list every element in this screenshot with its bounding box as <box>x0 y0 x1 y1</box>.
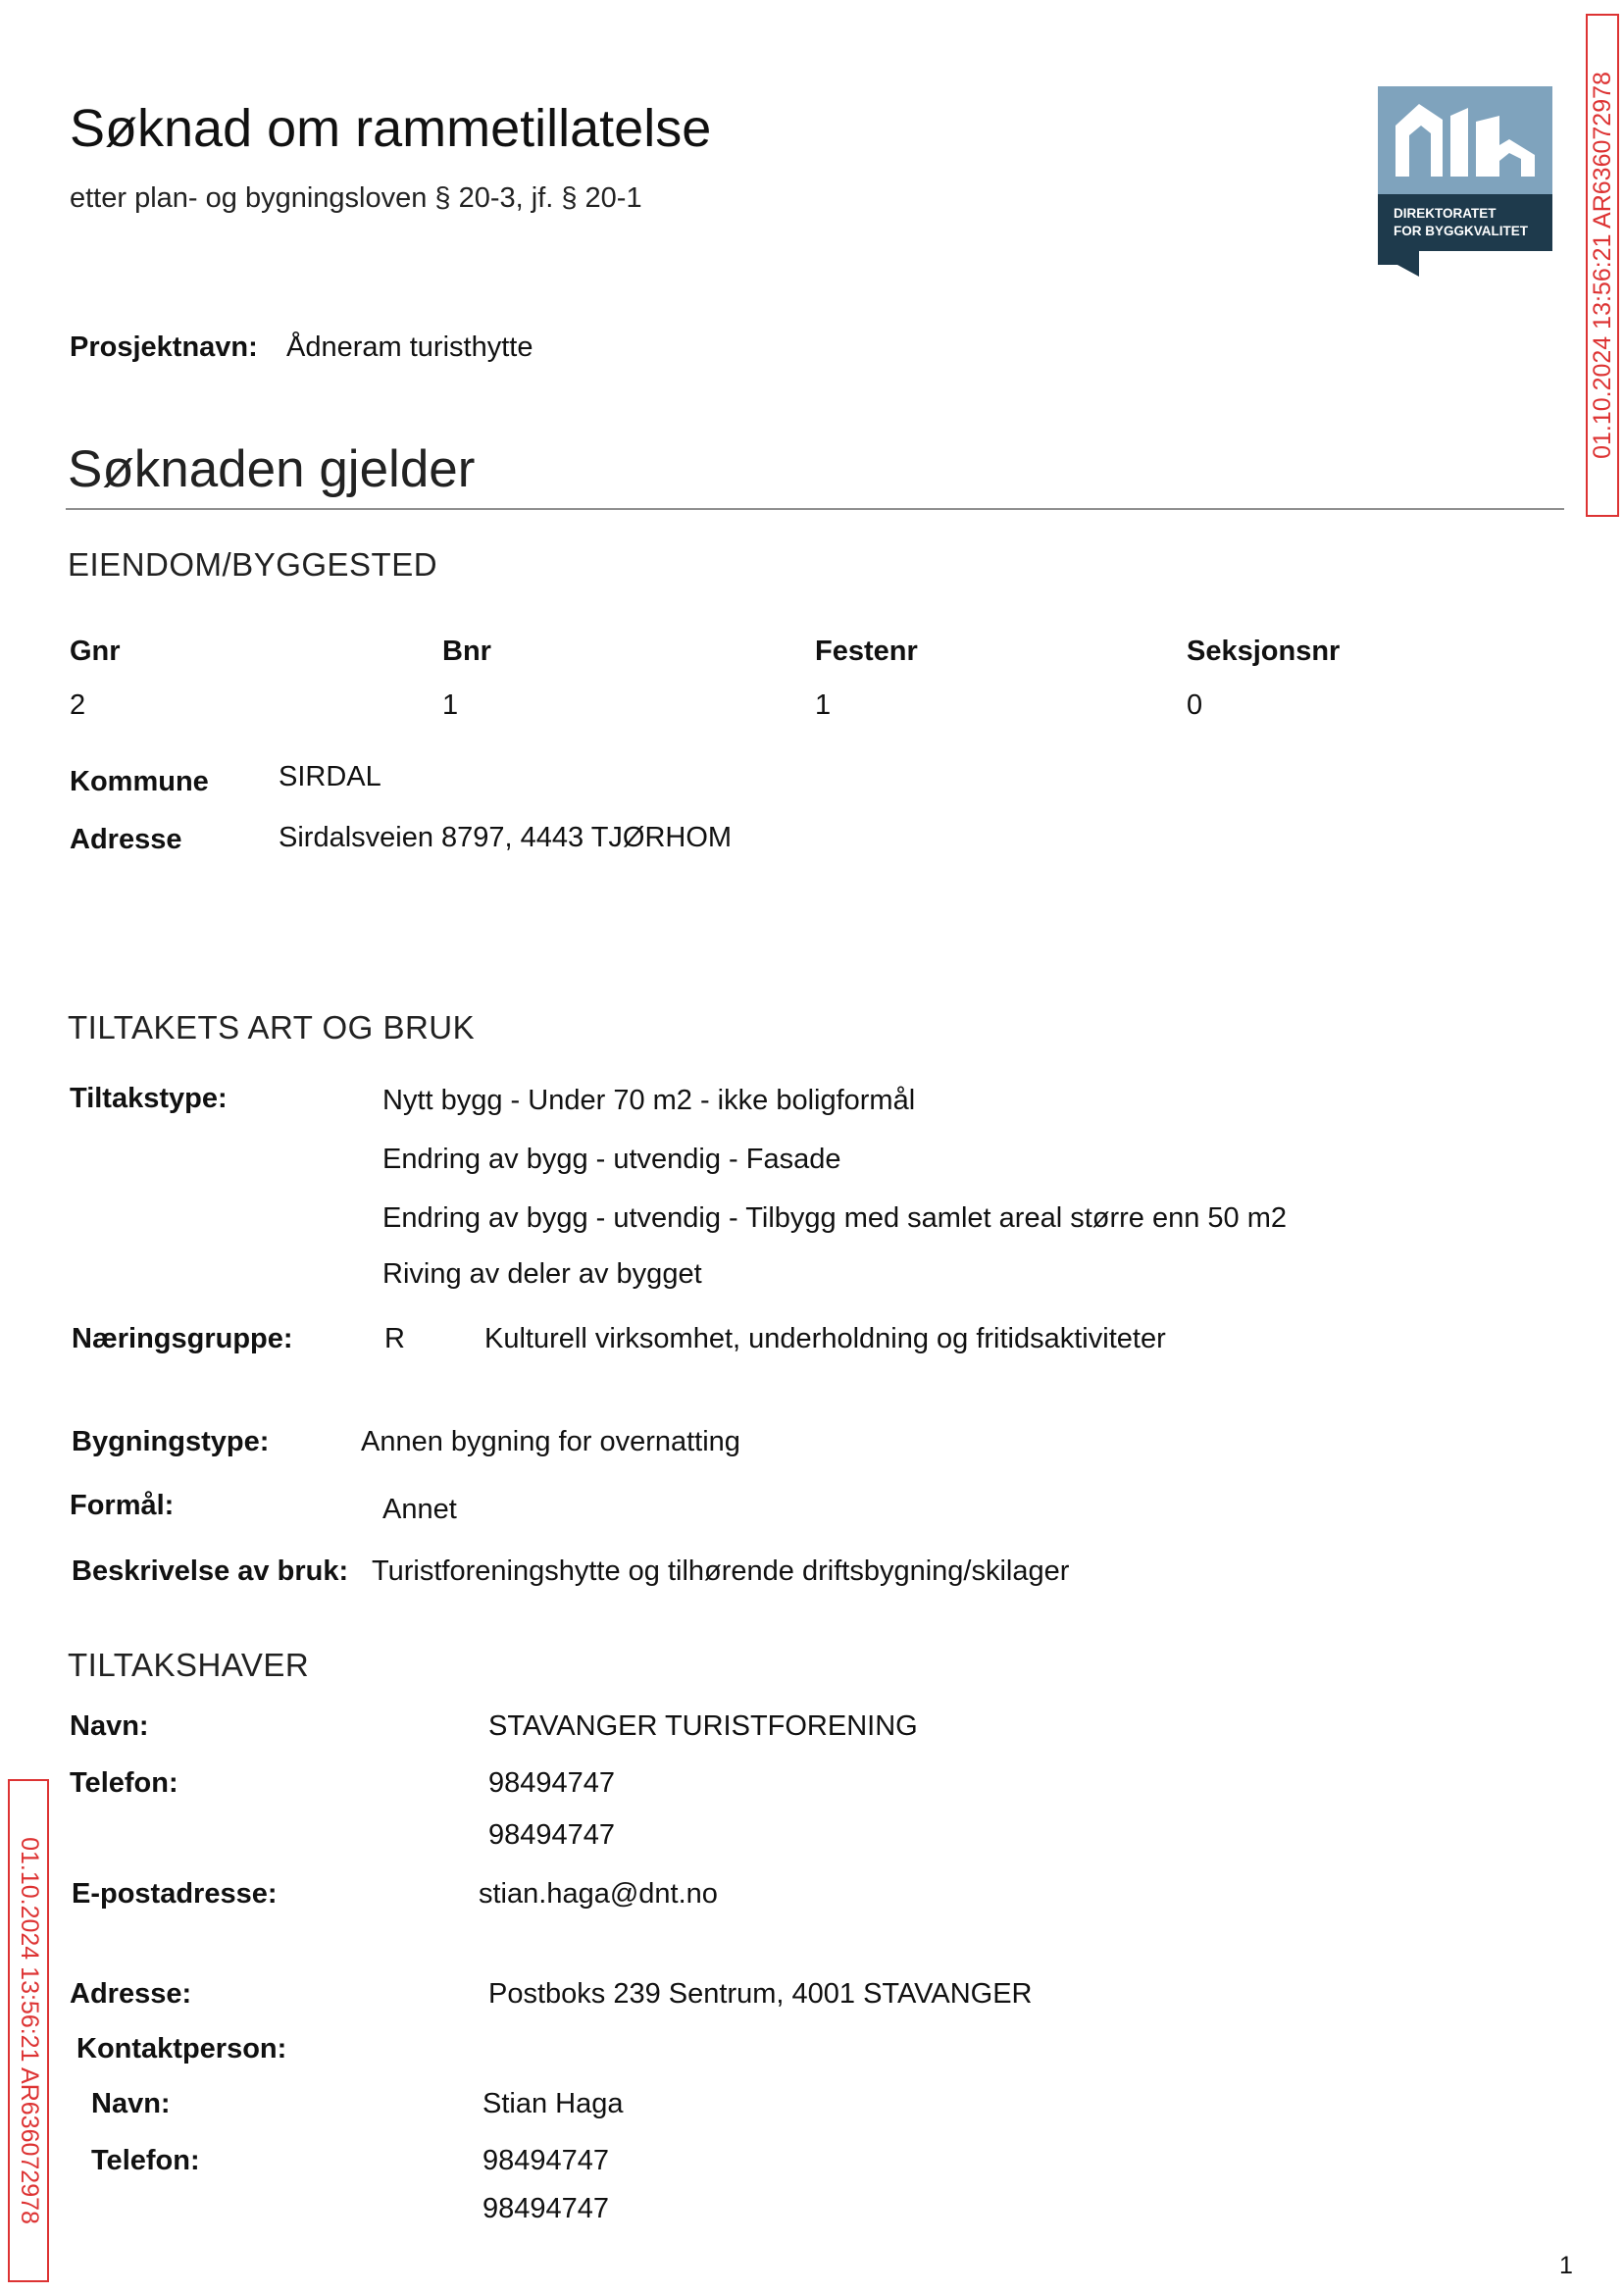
kommune-value: SIRDAL <box>279 761 381 792</box>
tiltakstype-item: Endring av bygg - utvendig - Fasade <box>382 1144 841 1175</box>
kontakt-telefon-label: Telefon: <box>91 2145 200 2176</box>
gnr-label: Gnr <box>70 636 121 667</box>
epost-value[interactable]: stian.haga@dnt.no <box>479 1878 718 1910</box>
festenr-label: Festenr <box>815 636 918 667</box>
formal-label: Formål: <box>70 1490 175 1521</box>
page-number: 1 <box>1559 2252 1573 2279</box>
kontakt-navn-label: Navn: <box>91 2088 171 2119</box>
tiltakshaver-telefon-value: 98494747 <box>488 1819 616 1851</box>
logo-text-line2: FOR BYGGKVALITET <box>1394 224 1528 238</box>
timestamp-stamp-left <box>8 1779 49 2282</box>
tiltakshaver-adresse-value: Postboks 239 Sentrum, 4001 STAVANGER <box>488 1978 1033 2010</box>
tiltak-heading: TILTAKETS ART OG BRUK <box>68 1009 476 1045</box>
beskrivelse-value: Turistforeningshytte og tilhørende driftsbygning/skilager <box>372 1555 1070 1587</box>
tiltakshaver-telefon-label: Telefon: <box>70 1767 178 1799</box>
page-subtitle: etter plan- og bygningsloven § 20-3, jf. § 20-1 <box>70 182 642 214</box>
festenr-value: 1 <box>815 689 832 721</box>
naeringsgruppe-label: Næringsgruppe: <box>72 1323 293 1354</box>
gnr-value: 2 <box>70 689 86 721</box>
bnr-label: Bnr <box>442 636 491 667</box>
tiltakstype-item: Nytt bygg - Under 70 m2 - ikke boligformål <box>382 1085 916 1116</box>
tiltakshaver-adresse-label: Adresse: <box>70 1978 192 2010</box>
project-label: Prosjektnavn: <box>70 331 258 363</box>
bygningstype-label: Bygningstype: <box>72 1426 270 1457</box>
kontakt-telefon-value: 98494747 <box>482 2193 610 2224</box>
stamp-text: 01.10.2024 13:56:21 AR636072978 <box>15 1837 43 2224</box>
tiltakstype-label: Tiltakstype: <box>70 1083 228 1114</box>
section-title: Søknaden gjelder <box>68 440 476 498</box>
beskrivelse-label: Beskrivelse av bruk: <box>72 1555 349 1587</box>
formal-value: Annet <box>382 1494 457 1525</box>
dibk-logo <box>1378 86 1552 277</box>
stamp-text: 01.10.2024 13:56:21 AR636072978 <box>1588 72 1616 459</box>
tiltakshaver-navn-label: Navn: <box>70 1710 149 1742</box>
project-value: Ådneram turisthytte <box>286 331 533 363</box>
page-title: Søknad om rammetillatelse <box>70 99 712 158</box>
dibk-logo-icon <box>1378 86 1552 277</box>
kontaktperson-label: Kontaktperson: <box>76 2033 287 2065</box>
bygningstype-value: Annen bygning for overnatting <box>361 1426 740 1457</box>
tiltakshaver-heading: TILTAKSHAVER <box>68 1647 310 1683</box>
tiltakstype-item: Endring av bygg - utvendig - Tilbygg med samlet areal større enn 50 m2 <box>382 1202 1288 1234</box>
epost-label: E-postadresse: <box>72 1878 278 1910</box>
adresse-value: Sirdalsveien 8797, 4443 TJØRHOM <box>279 822 733 853</box>
seksjonsnr-label: Seksjonsnr <box>1187 636 1341 667</box>
logo-text-line1: DIREKTORATET <box>1394 206 1497 221</box>
kontakt-telefon-value: 98494747 <box>482 2145 610 2176</box>
tiltakstype-item: Riving av deler av bygget <box>382 1258 702 1290</box>
seksjonsnr-value: 0 <box>1187 689 1203 721</box>
tiltakshaver-navn-value: STAVANGER TURISTFORENING <box>488 1710 918 1742</box>
adresse-label: Adresse <box>70 824 182 855</box>
section-divider <box>66 508 1564 510</box>
timestamp-stamp-right <box>1586 14 1619 517</box>
property-heading: EIENDOM/BYGGESTED <box>68 546 438 583</box>
naeringsgruppe-code: R <box>384 1323 405 1354</box>
bnr-value: 1 <box>442 689 459 721</box>
naeringsgruppe-value: Kulturell virksomhet, underholdning og fritidsaktiviteter <box>484 1323 1166 1354</box>
kommune-label: Kommune <box>70 766 209 797</box>
tiltakshaver-telefon-value: 98494747 <box>488 1767 616 1799</box>
kontakt-navn-value: Stian Haga <box>482 2088 624 2119</box>
